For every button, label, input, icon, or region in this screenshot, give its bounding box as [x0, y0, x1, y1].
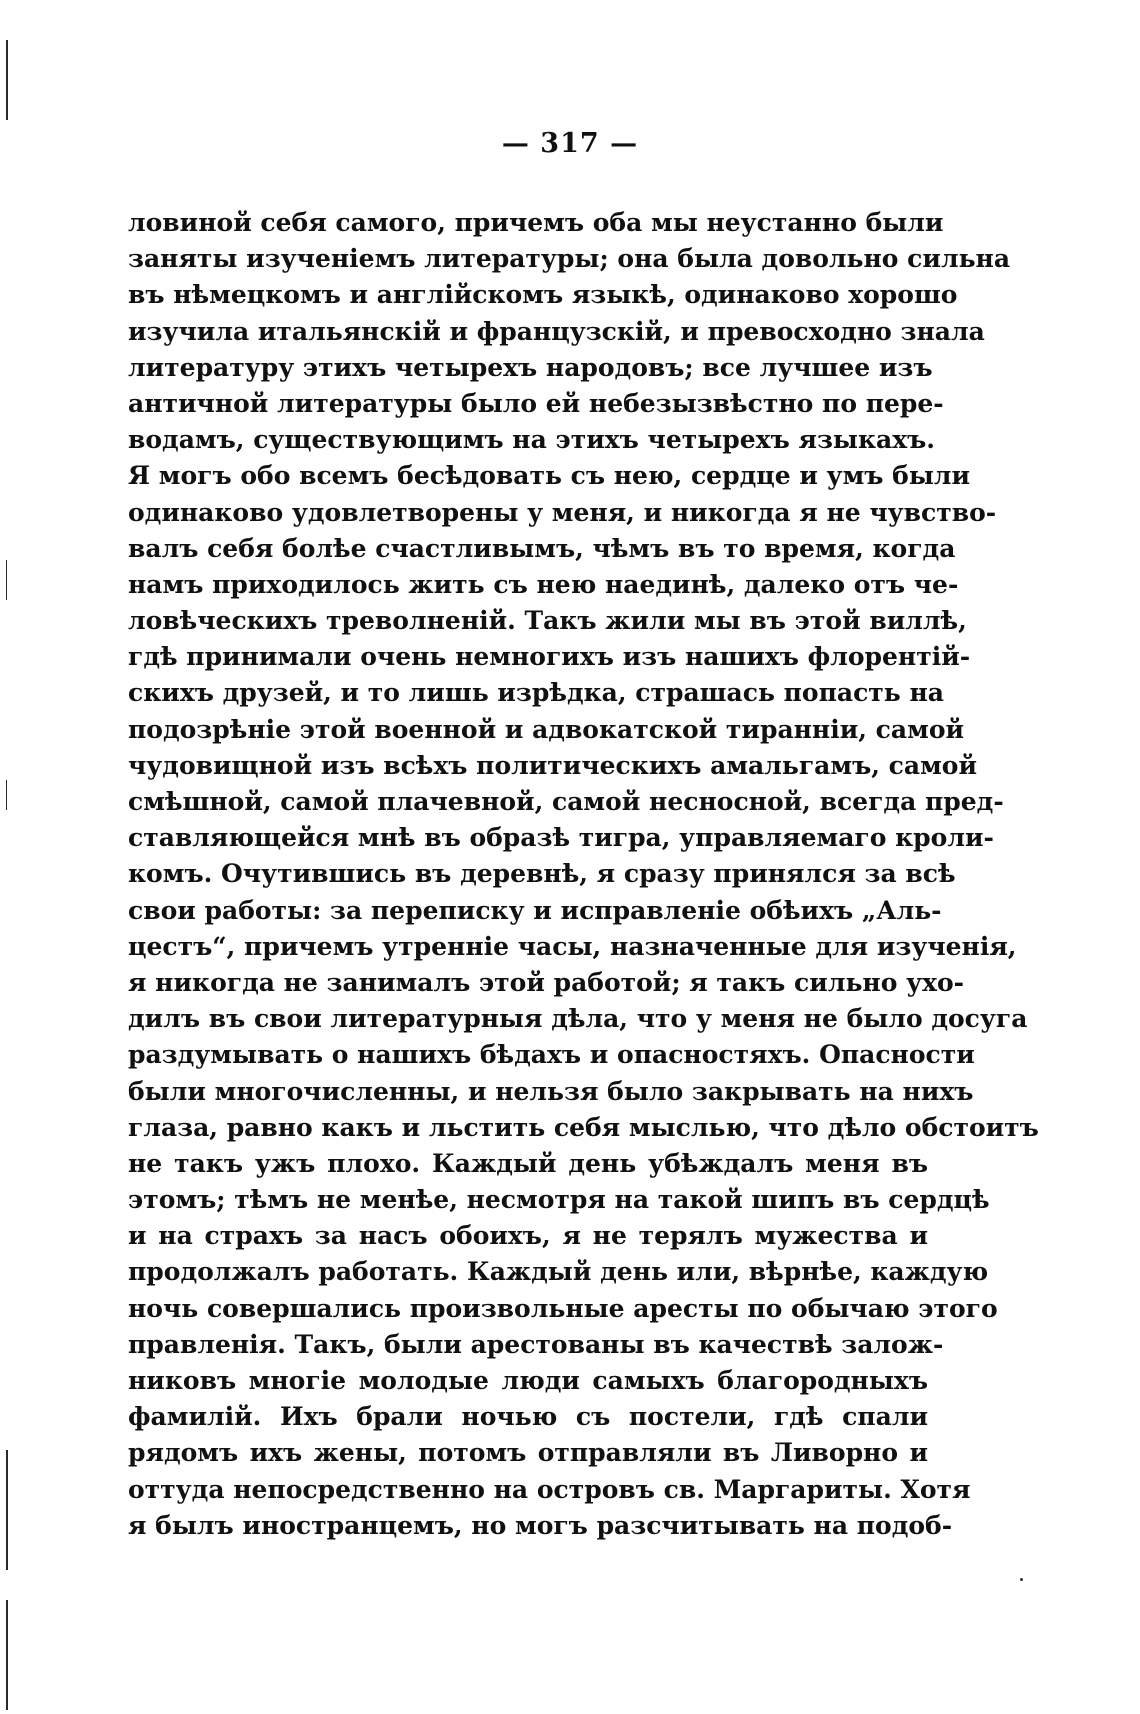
- text-line: свои работы: за переписку и исправленіе обѣихъ „Аль-: [128, 895, 942, 925]
- text-line: литературу этихъ четырехъ народовъ; все лучшее изъ: [128, 352, 933, 382]
- text-line: гдѣ принимали очень немногихъ изъ нашихъ флорентій-: [128, 642, 971, 672]
- text-line: цестъ“, причемъ утренніе часы, назначенные для изученія,: [128, 931, 1017, 961]
- text-line: ставляющейся мнѣ въ образѣ тигра, управляемаго кроли-: [128, 823, 994, 853]
- text-line: смѣшной, самой плачевной, самой несносной, всегда пред-: [128, 787, 1004, 816]
- text-line: валъ себя болѣе счастливымъ, чѣмъ въ то время, когда: [128, 533, 956, 563]
- text-line: никовъ многіе молодые люди самыхъ благородныхъ: [128, 1366, 928, 1395]
- text-line: правленія. Такъ, были арестованы въ качествѣ залож-: [128, 1329, 944, 1359]
- text-line: я былъ иностранцемъ, но могъ разсчитывать на подоб-: [128, 1510, 953, 1540]
- scan-speck: [1020, 1578, 1023, 1581]
- text-line: этомъ; тѣмъ не менѣе, несмотря на такой шипъ въ сердцѣ: [128, 1185, 990, 1215]
- text-line: были многочисленны, и нельзя было закрывать на нихъ: [128, 1076, 974, 1106]
- text-line: изучила итальянскій и французскій, и превосходно знала: [128, 316, 985, 346]
- text-line: водамъ, существующимъ на этихъ четырехъ языкахъ.: [128, 425, 935, 455]
- scan-edge-mark: [6, 780, 7, 810]
- text-line: комъ. Очутившись въ деревнѣ, я сразу принялся за всѣ: [128, 859, 956, 889]
- scan-edge-mark: [6, 40, 8, 120]
- text-line: фамилій. Ихъ брали ночью съ постели, гдѣ спали: [128, 1402, 928, 1432]
- scan-edge-mark: [6, 560, 7, 600]
- text-line: раздумывать о нашихъ бѣдахъ и опасностяхъ. Опасности: [128, 1040, 975, 1070]
- text-line: я никогда не занималъ этой работой; я такъ сильно ухо-: [128, 967, 965, 997]
- text-line: подозрѣніе этой военной и адвокатской тиранніи, самой: [128, 714, 965, 744]
- text-line: заняты изученіемъ литературы; она была довольно сильна: [128, 244, 1011, 274]
- text-line: оттуда непосредственно на островъ св. Маргариты. Хотя: [128, 1474, 971, 1504]
- scan-edge-mark: [6, 1600, 8, 1710]
- text-line: рядомъ ихъ жены, потомъ отправляли въ Ливорно и: [128, 1438, 928, 1468]
- text-line: въ нѣмецкомъ и англійскомъ языкѣ, одинаково хорошо: [128, 280, 958, 310]
- text-line: намъ приходилось жить съ нею наединѣ, далеко отъ че-: [128, 569, 959, 599]
- page-number: — 317 —: [501, 128, 639, 159]
- text-line: глаза, равно какъ и льстить себя мыслью, что дѣло обстоитъ: [128, 1112, 1039, 1142]
- text-line: скихъ друзей, и то лишь изрѣдка, страшась попасть на: [128, 678, 944, 708]
- text-line: продолжалъ работать. Каждый день или, вѣрнѣе, каждую: [128, 1257, 989, 1287]
- text-line: и на страхъ за насъ обоихъ, я не терялъ мужества и: [128, 1221, 928, 1251]
- text-line: ловѣческихъ треволненій. Такъ жили мы въ этой виллѣ,: [128, 606, 967, 636]
- text-line: ловиной себя самого, причемъ оба мы неустанно были: [128, 208, 944, 237]
- text-line: одинаково удовлетворены у меня, и никогда я не чувство-: [128, 497, 997, 527]
- scan-edge-mark: [6, 1450, 8, 1570]
- text-line: не такъ ужъ плохо. Каждый день убѣждалъ меня въ: [128, 1148, 928, 1178]
- text-line: дилъ въ свои литературныя дѣла, что у меня не было досуга: [128, 1004, 1028, 1034]
- text-line: античной литературы было ей небезызвѣстно по пере-: [128, 388, 944, 418]
- body-text: [128, 205, 1039, 1544]
- text-line: Я могъ обо всемъ бесѣдовать съ нею, сердце и умъ были: [128, 461, 971, 491]
- text-line: чудовищной изъ всѣхъ политическихъ амальгамъ, самой: [128, 750, 978, 780]
- text-line: ночь совершались произвольные аресты по обычаю этого: [128, 1293, 998, 1323]
